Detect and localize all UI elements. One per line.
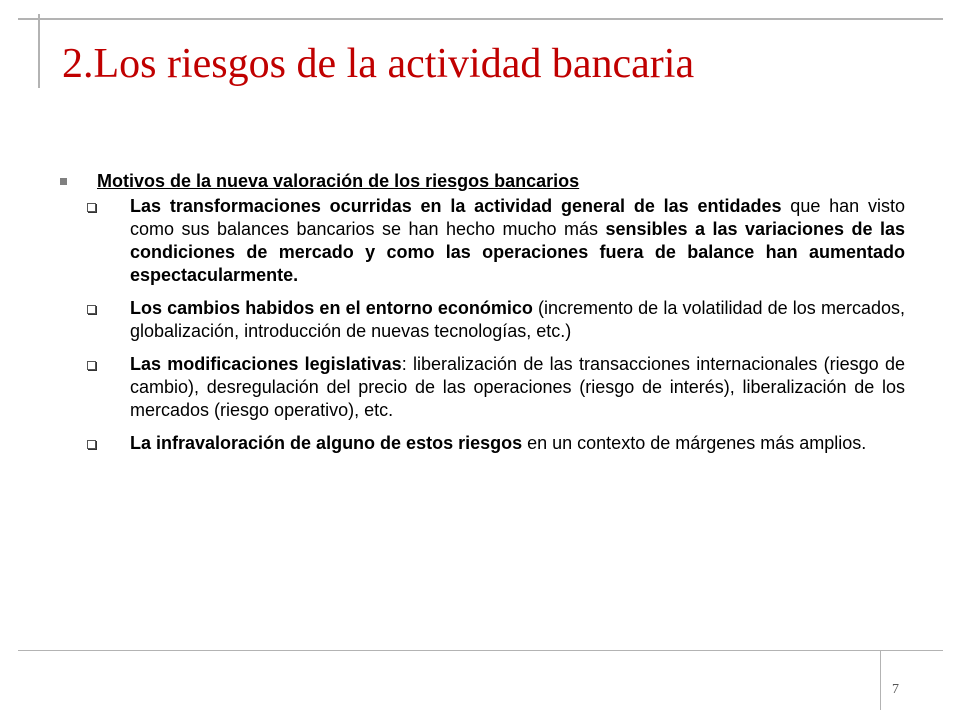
section-bullet [60,170,905,192]
item-text: : liberalización de las transacciones internacionales (riesgo de cambio), desregulación del precio de las operaciones (riesgo de interés), liberalización de los mercados (riesgo operativo), etc. [130,354,905,420]
square-bullet-icon [60,178,67,185]
checkbox-bullet-icon [87,203,96,212]
list-item [60,195,905,287]
item-bold-tail: sensibles a las variaciones de las condiciones de mercado y como las operaciones fuera de balance han aumentado espectacularmente. [130,219,905,285]
footer-divider [18,650,943,651]
item-text: en un contexto de márgenes más amplios. [522,433,867,453]
item-text: (incremento de la volatilidad de los mercados, globalización, introducción de nuevas tecnologías, etc.) [130,298,905,341]
page-number: 7 [892,682,899,697]
item-bold-lead: Los cambios habidos en el entorno económico [130,298,533,318]
checkbox-bullet-icon [87,361,96,370]
frame-top-line [18,18,943,20]
frame-vertical-line [38,14,40,88]
slide-title: 2.Los riesgos de la actividad bancaria [62,41,695,87]
item-bold-lead: Las transformaciones ocurridas en la actividad general de las entidades [130,196,782,216]
checkbox-bullet-icon [87,440,96,449]
list-item [60,353,905,422]
list-item [60,297,905,343]
section-heading: Motivos de la nueva valoración de los riesgos bancarios [97,171,580,191]
checkbox-bullet-icon [87,305,96,314]
item-text: que han visto como sus balances bancarios se han hecho mucho más [130,196,906,239]
item-bold-lead: La infravaloración de alguno de estos riesgos [130,433,523,453]
list-item [60,432,905,455]
slide-content [60,170,905,455]
footer-vertical-line [880,650,881,710]
item-bold-lead: Las modificaciones legislativas [130,354,402,374]
